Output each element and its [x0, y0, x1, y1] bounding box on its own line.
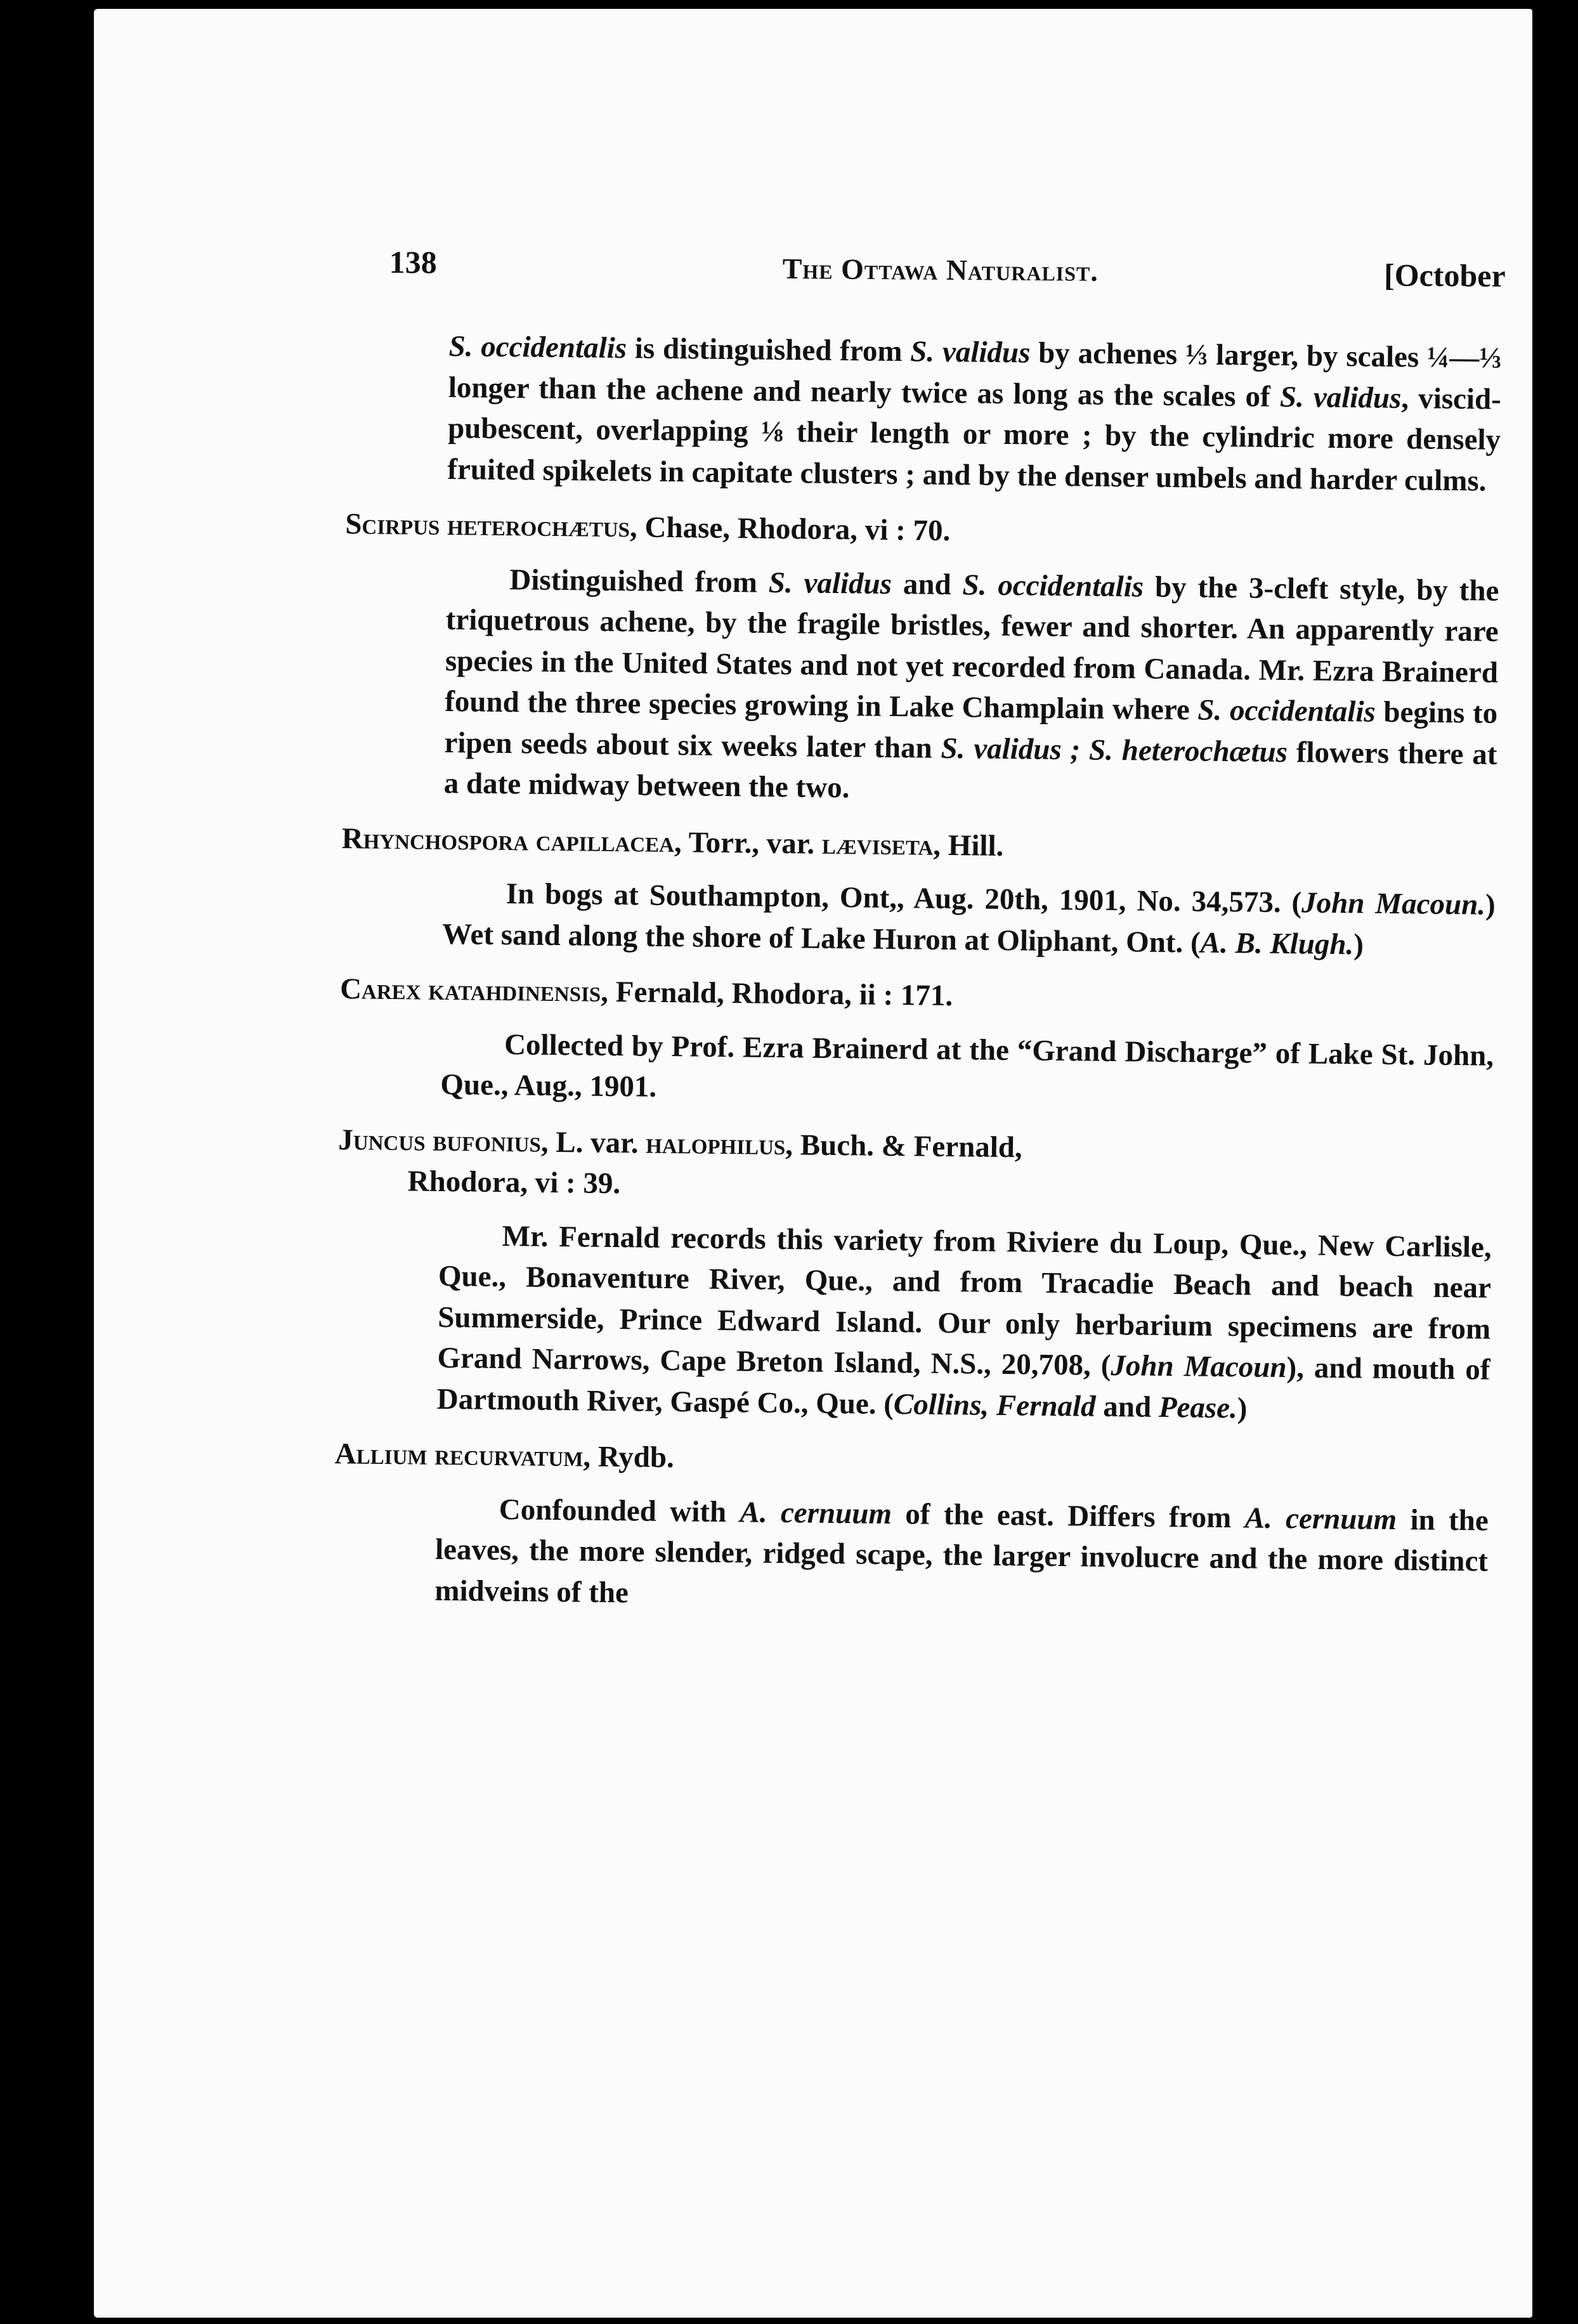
- paragraph-juncus: Mr. Fernald records this variety from Riviere du Loup, Que., New Carlisle, Que., Bonaventure River, Que., and from Tracadie Beach and beach near Summerside, Prince Edward Island. Our only herbarium specimens are from Grand Narrows, Cape Breton Island, N.S., 20,708, (John Macoun), and mouth of Dartmouth River, Gaspé Co., Que. (Collins, Fernald and Pease.): [436, 1219, 1492, 1425]
- scanned-page: [94, 9, 1532, 2318]
- page-number: 138: [389, 244, 437, 280]
- journal-title: The Ottawa Naturalist.: [782, 252, 1099, 287]
- entry-heading-allium: Allium recurvatum, Rydb.: [334, 1437, 675, 1475]
- entry-heading-juncus: Juncus bufonius, L. var. halophilus, Buch. & Fernald, Rhodora, vi : 39.: [338, 1123, 1023, 1201]
- issue-month: [October: [1383, 257, 1506, 294]
- paragraph-scirpus: Distinguished from S. validus and S. occidentalis by the 3-cleft style, by the triquetrous achene, by the fragile bristles, fewer and shorter. An apparently rare species in the United States and not yet recorded from Canada. Mr. Ezra Brainerd found the three species growing in Lake Champlain where S. occidentalis begins to ripen seeds about six weeks later than S. validus ; S. heterochætus flowers there at a date midway between the two.: [443, 563, 1499, 805]
- paragraph-occidentalis: S. occidentalis is distinguished from S. validus by achenes ⅓ larger, by scales ¼—⅓ longer than the achene and nearly twice as long as the scales of S. validus, viscid-pubescent, overlapping ⅛ their length or more ; by the cylindric more densely fruited spikelets in capitate clusters ; and by the denser umbels and harder culms.: [447, 329, 1502, 498]
- page-content: [94, 9, 1532, 2318]
- entry-heading-scirpus: Scirpus heterochætus, Chase, Rhodora, vi : 70.: [345, 507, 951, 547]
- paragraph-carex: Collected by Prof. Ezra Brainerd at the “Grand Discharge” of Lake St. John, Que., Aug., 1901.: [440, 1028, 1494, 1104]
- entry-heading-rhynchospora: Rhynchospora capillacea, Torr., var. læviseta, Hill.: [341, 821, 1004, 863]
- running-header: [389, 244, 1506, 310]
- paragraph-allium: Confounded with A. cernuum of the east. Differs from A. cernuum in the leaves, the more slender, ridged scape, the larger involucre and the more distinct midveins of the: [434, 1492, 1489, 1609]
- paragraph-rhynchospora: In bogs at Southampton, Ont,, Aug. 20th, 1901, No. 34,573. (John Macoun.) Wet sand along the shore of Lake Huron at Oliphant, Ont. (A. B. Klugh.): [441, 877, 1496, 961]
- entry-heading-carex: Carex katahdinensis, Fernald, Rhodora, ii : 171.: [339, 972, 953, 1013]
- body-text: [334, 326, 1502, 1623]
